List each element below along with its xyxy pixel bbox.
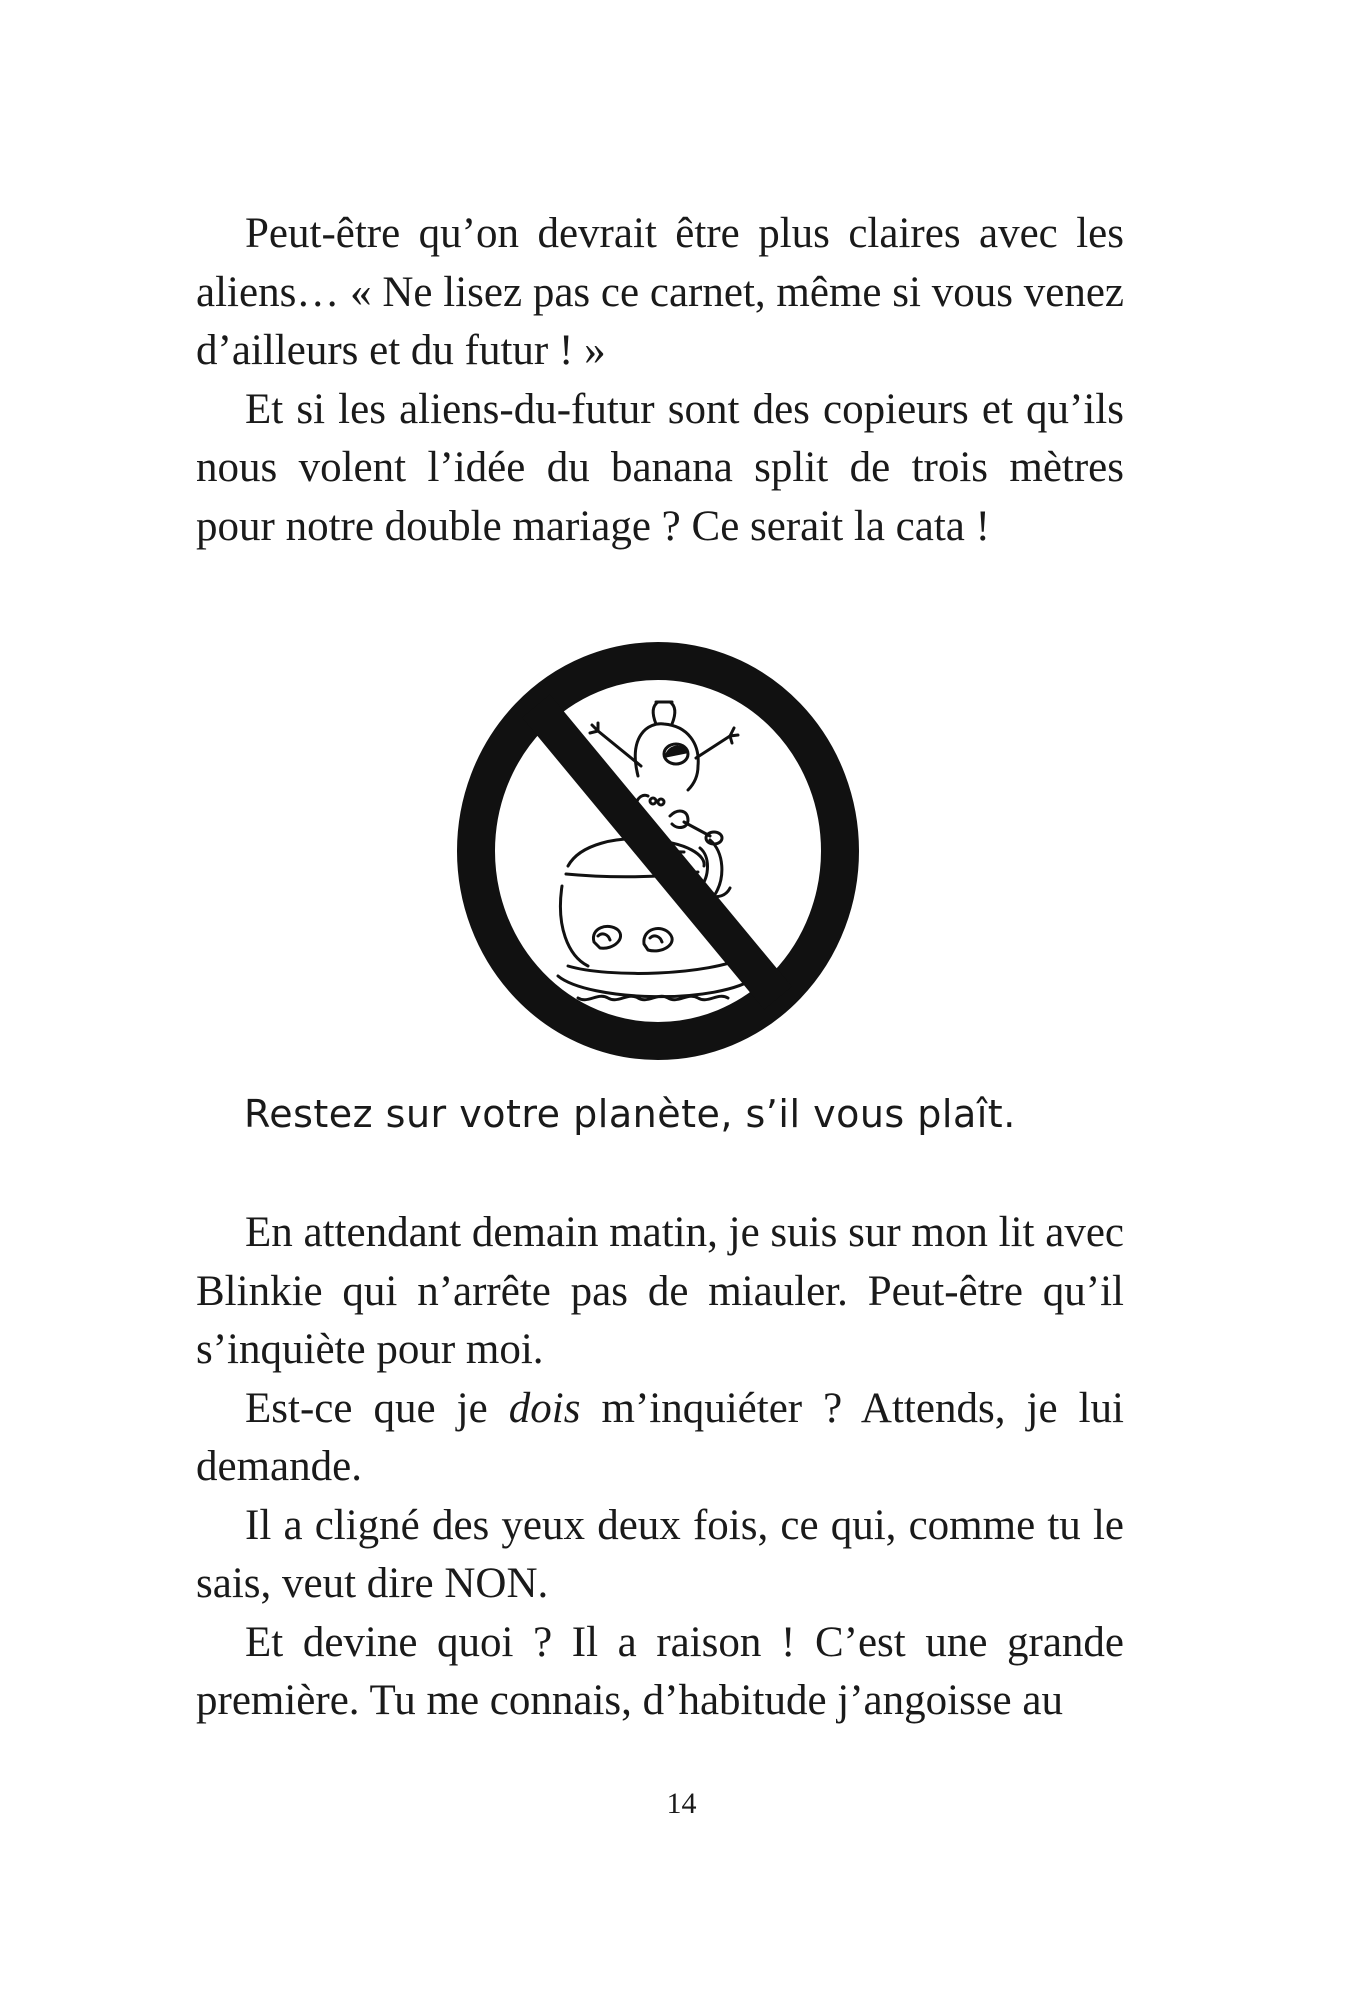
paragraph	[196, 1380, 1124, 1497]
page-number: 14	[666, 1787, 697, 1820]
paragraph: En attendant demain matin, je suis sur mon lit avec Blinkie qui n’arrête pas de miauler. Peut-être qu’il s’inquiète pour moi.	[196, 1209, 1124, 1373]
paragraph: Et devine quoi ? Il a raison ! C’est une grande première. Tu me connais, d’habitude j’angoisse au	[196, 1618, 1124, 1724]
illustration-caption: Restez sur votre planète, s’il vous plaît.	[244, 1092, 1016, 1136]
text-block-top	[196, 205, 1124, 556]
text-block-bottom	[196, 1204, 1124, 1731]
no-aliens-prohibition-sign-icon	[448, 626, 868, 1071]
paragraph-text: m’inquiéter ? Attends, je lui demande.	[196, 1384, 1124, 1490]
paragraph: Il a cligné des yeux deux fois, ce qui, comme tu le sais, veut dire NON.	[196, 1501, 1124, 1607]
paragraph-text: Est-ce que je	[245, 1384, 509, 1432]
paragraph: Et si les aliens-du-futur sont des copieurs et qu’ils nous volent l’idée du banana split de trois mètres pour notre double mariage ? Ce serait la cata !	[196, 385, 1124, 550]
paragraph: Peut-être qu’on devrait être plus claires avec les aliens… « Ne lisez pas ce carnet, même si vous venez d’ailleurs et du futur ! »	[196, 210, 1124, 374]
emphasis-text: dois	[508, 1384, 581, 1432]
